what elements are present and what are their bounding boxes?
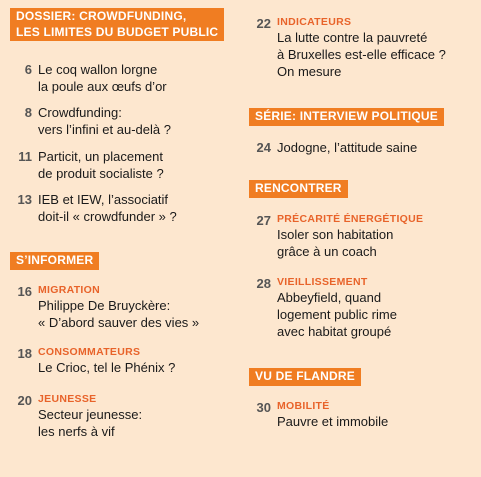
entry-title: de produit socialiste ? — [38, 166, 164, 181]
toc-entry-11[interactable] — [10, 148, 238, 182]
page-number: 13 — [17, 192, 32, 207]
entry-title: Le coq wallon lorgne — [38, 62, 158, 77]
entry-title: Isoler son habitation — [277, 227, 394, 242]
entry-title: IEB et IEW, l’associatif — [38, 192, 169, 207]
page-number: 28 — [256, 276, 271, 291]
page-number: 11 — [18, 149, 32, 164]
entry-title: Pauvre et immobile — [277, 414, 389, 429]
section-band-serie: SÉRIE: INTERVIEW POLITIQUE — [249, 108, 444, 126]
toc-entry-13[interactable] — [10, 191, 238, 225]
page-number: 18 — [17, 346, 32, 361]
entry-title: avec habitat groupé — [277, 324, 392, 339]
entry-category: JEUNESSE — [38, 393, 97, 405]
entry-title: Le Crioc, tel le Phénix ? — [38, 360, 176, 375]
page-number: 20 — [17, 393, 32, 408]
entry-category: INDICATEURS — [277, 16, 352, 28]
section-band-rencontrer: RENCONTRER — [249, 180, 348, 198]
toc-entry-20[interactable] — [10, 392, 238, 440]
entry-title: à Bruxelles est-elle efficace ? — [277, 47, 446, 62]
entry-title: Crowdfunding: — [38, 105, 122, 120]
entry-category: PRÉCARITÉ ÉNERGÉTIQUE — [277, 213, 424, 225]
page-number: 6 — [24, 62, 32, 77]
section-band-dossier: DOSSIER: CROWDFUNDING, LES LIMITES DU BUDGET PUBLIC — [10, 8, 224, 41]
section-band-sinformer: S’INFORMER — [10, 252, 99, 270]
toc-entry-30[interactable] — [249, 399, 475, 430]
toc-entry-28[interactable] — [249, 275, 475, 340]
entry-category: VIEILLISSEMENT — [277, 276, 368, 288]
toc-entry-6[interactable] — [10, 61, 238, 95]
toc-entry-24[interactable] — [249, 139, 475, 156]
entry-title: la poule aux œufs d’or — [38, 79, 167, 94]
entry-title: Philippe De Bruyckère: — [38, 298, 171, 313]
page-number: 8 — [24, 105, 32, 120]
entry-title: Particit, un placement — [38, 149, 164, 164]
entry-title: les nerfs à vif — [38, 424, 115, 439]
entry-category: MIGRATION — [38, 284, 100, 296]
entry-category: MOBILITÉ — [277, 400, 330, 412]
page-number: 16 — [17, 284, 32, 299]
section-band-flandre: VU DE FLANDRE — [249, 368, 361, 386]
toc-entry-27[interactable] — [249, 212, 475, 260]
entry-title: La lutte contre la pauvreté — [277, 30, 428, 45]
toc-entry-16[interactable] — [10, 283, 238, 331]
entry-title: Secteur jeunesse: — [38, 407, 143, 422]
entry-title: On mesure — [277, 64, 342, 79]
entry-title: vers l’infini et au-delà ? — [38, 122, 171, 137]
entry-title: Jodogne, l’attitude saine — [277, 140, 418, 155]
entry-title: « D’abord sauver des vies » — [38, 315, 200, 330]
toc-entry-8[interactable] — [10, 104, 238, 138]
page-number: 30 — [256, 400, 271, 415]
page-number: 24 — [256, 140, 271, 155]
entry-title: doit-il « crowdfunder » ? — [38, 209, 177, 224]
toc-entry-18[interactable] — [10, 345, 238, 376]
page-number: 27 — [256, 213, 271, 228]
entry-title: Abbeyfield, quand — [277, 290, 382, 305]
toc-entry-22[interactable] — [249, 15, 475, 79]
entry-category: CONSOMMATEURS — [38, 346, 141, 358]
page-number: 22 — [256, 16, 271, 31]
entry-title: grâce à un coach — [277, 244, 377, 259]
entry-title: logement public rime — [277, 307, 397, 322]
